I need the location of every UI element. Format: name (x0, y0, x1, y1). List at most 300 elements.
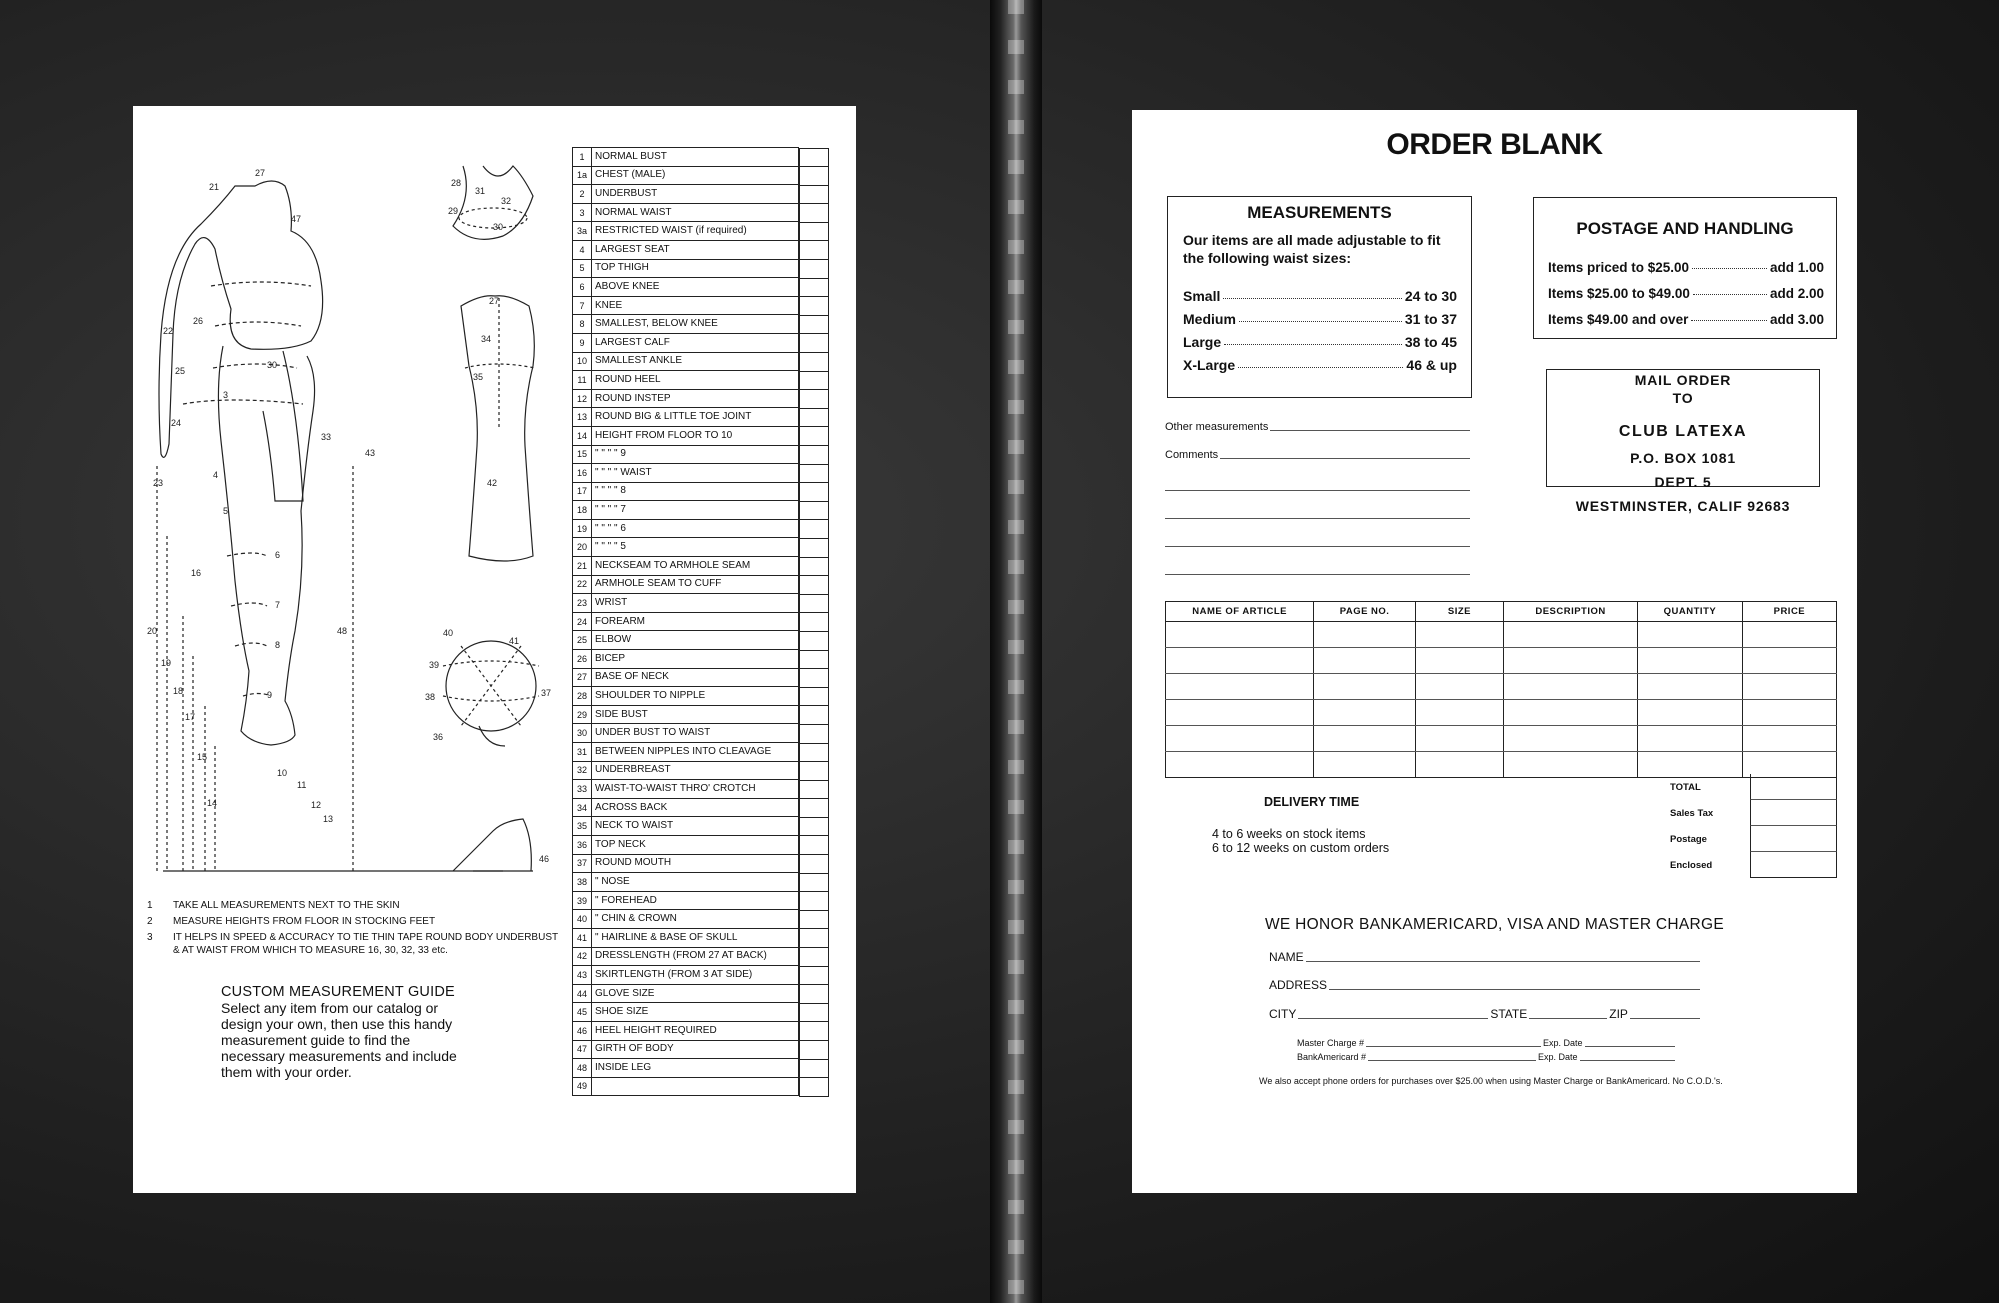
city-state-zip-field[interactable] (1269, 1007, 1702, 1021)
measurement-entry[interactable] (799, 724, 829, 744)
size-row (1183, 281, 1457, 304)
comments-label: Comments (1165, 449, 1219, 461)
measurement-number: 10 (573, 352, 592, 371)
measurement-entry[interactable] (799, 464, 829, 484)
svg-text:6: 6 (275, 550, 281, 560)
measurement-number: 33 (573, 780, 592, 799)
size-row (1183, 304, 1457, 327)
measurement-label: " HAIRLINE & BASE OF SKULL (592, 928, 799, 947)
measurement-row (573, 426, 833, 445)
measurement-entry[interactable] (799, 222, 829, 242)
order-cell[interactable] (1742, 622, 1836, 648)
order-cell[interactable] (1166, 622, 1314, 648)
svg-text:43: 43 (365, 448, 376, 458)
measurement-number: 1a (573, 166, 592, 185)
svg-text:27: 27 (255, 168, 266, 178)
svg-text:30: 30 (493, 222, 504, 232)
measurement-number: 49 (573, 1077, 592, 1096)
total-entry[interactable] (1750, 774, 1837, 800)
postage-label: Items $25.00 to $49.00 (1548, 286, 1690, 301)
svg-text:5: 5 (223, 506, 229, 516)
order-cell[interactable] (1314, 752, 1416, 778)
measurement-label: SKIRTLENGTH (FROM 3 AT SIDE) (592, 966, 799, 985)
measurement-row (573, 724, 833, 743)
size-name: Large (1183, 334, 1222, 350)
measurement-label: FOREARM (592, 612, 799, 631)
svg-text:24: 24 (171, 418, 182, 428)
size-list (1168, 281, 1471, 373)
measurement-number: 11 (573, 371, 592, 390)
measurement-number: 17 (573, 482, 592, 501)
comments-line[interactable] (1165, 518, 1470, 519)
total-row (1660, 800, 1837, 826)
measurement-number: 41 (573, 928, 592, 947)
comments-field[interactable] (1165, 449, 1470, 461)
order-cell[interactable] (1742, 648, 1836, 674)
order-cell[interactable] (1314, 726, 1416, 752)
order-cell[interactable] (1314, 700, 1416, 726)
measurement-entry[interactable] (799, 575, 829, 595)
svg-text:26: 26 (193, 316, 204, 326)
honor-cards-text: WE HONOR BANKAMERICARD, VISA AND MASTER CHARGE (1264, 916, 1725, 933)
measurement-entry[interactable] (799, 743, 829, 763)
address-line1: P.O. BOX 1081 (1630, 450, 1736, 466)
size-range: 24 to 30 (1404, 288, 1457, 304)
measurement-row (573, 408, 833, 427)
order-table (1165, 601, 1837, 778)
measurement-number: 25 (573, 631, 592, 650)
measurement-label: CHEST (MALE) (592, 166, 799, 185)
total-label: Sales Tax (1670, 807, 1714, 819)
svg-text:11: 11 (297, 780, 307, 790)
measurement-label: SMALLEST ANKLE (592, 352, 799, 371)
measurement-entry[interactable] (799, 1003, 829, 1023)
svg-text:23: 23 (153, 478, 164, 488)
master-charge-field[interactable] (1297, 1038, 1677, 1048)
order-cell[interactable] (1415, 674, 1503, 700)
measurement-entry[interactable] (799, 296, 829, 316)
postage-row (1548, 249, 1824, 275)
measurement-label: NECKSEAM TO ARMHOLE SEAM (592, 557, 799, 576)
dress-back-outline (461, 296, 534, 561)
custom-guide-text: Select any item from our catalog or design your own, then use this handy measurement guide to find the necessary measurements and include them with your order. (221, 1000, 457, 1080)
total-entry[interactable] (1750, 852, 1837, 878)
order-column-header: PRICE (1742, 602, 1836, 622)
measurement-label: TOP THIGH (592, 259, 799, 278)
measurement-row (573, 594, 833, 613)
order-cell[interactable] (1742, 726, 1836, 752)
measurement-row (573, 854, 833, 873)
order-blank-title: ORDER BLANK (1386, 128, 1603, 161)
phone-orders-note: We also accept phone orders for purchases over $25.00 when using Master Charge or BankAmericard. No C.O.D.'s. (1259, 1076, 1723, 1086)
total-entry[interactable] (1750, 826, 1837, 852)
bankamericard-field[interactable] (1297, 1052, 1677, 1062)
measurement-label: " " " " 6 (592, 519, 799, 538)
svg-text:48: 48 (337, 626, 348, 636)
measurement-number: 22 (573, 575, 592, 594)
measurement-entry[interactable] (799, 426, 829, 446)
measurement-row (573, 910, 833, 929)
measurement-label: LARGEST CALF (592, 333, 799, 352)
measurement-entry[interactable] (799, 761, 829, 781)
measurement-entry[interactable] (799, 612, 829, 632)
measurement-entry[interactable] (799, 1021, 829, 1041)
postage-label: Items priced to $25.00 (1548, 260, 1690, 275)
measurement-entry[interactable] (799, 538, 829, 558)
svg-text:42: 42 (487, 478, 498, 488)
measurement-entry[interactable] (799, 259, 829, 279)
measurement-entry[interactable] (799, 928, 829, 948)
comments-line[interactable] (1165, 490, 1470, 491)
address-field[interactable] (1269, 978, 1702, 992)
svg-text:15: 15 (197, 752, 208, 762)
order-cell[interactable] (1415, 700, 1503, 726)
measurement-row (573, 333, 833, 352)
measurement-row (573, 557, 833, 576)
measurement-row (573, 1077, 833, 1096)
measurement-number: 32 (573, 761, 592, 780)
measurement-row (573, 519, 833, 538)
measurement-entry[interactable] (799, 278, 829, 298)
measurement-label: SMALLEST, BELOW KNEE (592, 315, 799, 334)
measurement-entry[interactable] (799, 668, 829, 688)
measurement-row (573, 148, 833, 167)
measurement-entry[interactable] (799, 817, 829, 837)
size-range: 46 & up (1406, 357, 1457, 373)
measurement-entry[interactable] (799, 1040, 829, 1060)
measurement-entry[interactable] (799, 891, 829, 911)
measurement-number: 13 (573, 408, 592, 427)
measurement-number: 27 (573, 668, 592, 687)
order-cell[interactable] (1742, 700, 1836, 726)
measurement-number: 12 (573, 389, 592, 408)
measurement-entry[interactable] (799, 203, 829, 223)
shoe-outline (453, 819, 533, 871)
address-line3: WESTMINSTER, CALIF 92683 (1575, 498, 1791, 514)
order-cell[interactable] (1503, 752, 1637, 778)
total-label: TOTAL (1670, 781, 1701, 793)
zip-label: ZIP (1609, 1007, 1628, 1021)
svg-text:18: 18 (173, 686, 184, 696)
measurement-row (573, 445, 833, 464)
measurement-guide-page (133, 106, 856, 1193)
svg-text:17: 17 (185, 712, 196, 722)
measurement-entry[interactable] (799, 371, 829, 391)
measurement-entry[interactable] (799, 501, 829, 521)
svg-text:16: 16 (191, 568, 202, 578)
order-cell[interactable] (1166, 648, 1314, 674)
measurement-row (573, 296, 833, 315)
measurement-number: 37 (573, 854, 592, 873)
measurement-row (573, 464, 833, 483)
measurement-entry[interactable] (799, 352, 829, 372)
measurement-entry[interactable] (799, 1059, 829, 1079)
measurement-row (573, 482, 833, 501)
measurement-entry[interactable] (799, 910, 829, 930)
postage-label: Items $49.00 and over (1548, 312, 1689, 327)
measurement-entry[interactable] (799, 594, 829, 614)
order-cell[interactable] (1415, 648, 1503, 674)
mail-order-box (1546, 369, 1820, 514)
measurements-box (1167, 196, 1472, 398)
note-text: MEASURE HEIGHTS FROM FLOOR IN STOCKING FEET (173, 916, 436, 927)
order-column-header: NAME OF ARTICLE (1166, 602, 1314, 622)
size-name: Small (1183, 288, 1221, 304)
state-label: STATE (1490, 1007, 1528, 1021)
svg-text:31: 31 (475, 186, 486, 196)
measurement-entry[interactable] (799, 687, 829, 707)
total-row (1660, 826, 1837, 852)
address-line2: DEPT. 5 (1654, 474, 1712, 490)
measurement-figures (143, 136, 563, 946)
note-text: IT HELPS IN SPEED & ACCURACY TO TIE THIN TAPE ROUND BODY UNDERBUST & AT WAIST FROM WHICH TO MEASURE 16, 30, 32, 33 etc. (173, 932, 558, 956)
total-row (1660, 852, 1837, 878)
measurement-row (573, 947, 833, 966)
measurement-number: 29 (573, 705, 592, 724)
order-cell[interactable] (1503, 674, 1637, 700)
measurement-label: ROUND BIG & LITTLE TOE JOINT (592, 408, 799, 427)
measurement-row (573, 575, 833, 594)
order-cell[interactable] (1638, 700, 1743, 726)
order-cell[interactable] (1742, 674, 1836, 700)
svg-text:35: 35 (473, 372, 484, 382)
comments-line[interactable] (1165, 574, 1470, 575)
measurement-row (573, 687, 833, 706)
measurement-label: WAIST-TO-WAIST THRO' CROTCH (592, 780, 799, 799)
mail-order-line1: MAIL ORDER (1634, 372, 1732, 388)
order-row (1166, 648, 1837, 674)
measurement-row (573, 278, 833, 297)
order-cell[interactable] (1638, 726, 1743, 752)
measurement-number: 40 (573, 910, 592, 929)
measurement-row (573, 240, 833, 259)
measurement-row (573, 501, 833, 520)
order-row (1166, 622, 1837, 648)
measurement-label: GLOVE SIZE (592, 984, 799, 1003)
measurement-entry[interactable] (799, 854, 829, 874)
measurement-label: NORMAL WAIST (592, 203, 799, 222)
binding-rings (1008, 0, 1024, 1303)
order-cell[interactable] (1415, 622, 1503, 648)
measurement-number: 47 (573, 1040, 592, 1059)
order-cell[interactable] (1415, 752, 1503, 778)
order-cell[interactable] (1166, 674, 1314, 700)
order-row (1166, 726, 1837, 752)
measurement-row (573, 1003, 833, 1022)
measurement-row (573, 835, 833, 854)
measurement-entry[interactable] (799, 148, 829, 168)
measurement-number: 30 (573, 724, 592, 743)
svg-text:10: 10 (277, 768, 288, 778)
measurement-label: BICEP (592, 650, 799, 669)
postage-amount: add 1.00 (1769, 260, 1824, 275)
order-cell[interactable] (1503, 700, 1637, 726)
order-cell[interactable] (1314, 622, 1416, 648)
measurement-number: 23 (573, 594, 592, 613)
measurement-number: 5 (573, 259, 592, 278)
measurement-number: 21 (573, 557, 592, 576)
size-range: 38 to 45 (1404, 334, 1457, 350)
name-field[interactable] (1269, 950, 1702, 964)
measurement-label: KNEE (592, 296, 799, 315)
total-entry[interactable] (1750, 800, 1837, 826)
measurement-entry[interactable] (799, 798, 829, 818)
total-label: Postage (1670, 833, 1707, 845)
mail-order-line2: TO (1672, 390, 1694, 406)
svg-text:40: 40 (443, 628, 454, 638)
order-cell[interactable] (1503, 622, 1637, 648)
measurement-entry[interactable] (799, 873, 829, 893)
other-measurements-field[interactable] (1165, 421, 1470, 433)
measurement-entry[interactable] (799, 519, 829, 539)
svg-text:3: 3 (223, 390, 229, 400)
measurement-label: " FOREHEAD (592, 891, 799, 910)
measurement-number: 19 (573, 519, 592, 538)
order-cell[interactable] (1638, 674, 1743, 700)
measurement-entry[interactable] (799, 333, 829, 353)
measurement-label: NECK TO WAIST (592, 817, 799, 836)
measurement-entry[interactable] (799, 705, 829, 725)
measurement-row (573, 166, 833, 185)
measurement-entry[interactable] (799, 780, 829, 800)
measurement-label: ARMHOLE SEAM TO CUFF (592, 575, 799, 594)
measurement-table (572, 147, 833, 1096)
measurement-label: ELBOW (592, 631, 799, 650)
measurement-number: 18 (573, 501, 592, 520)
measurement-entry[interactable] (799, 835, 829, 855)
address-label: ADDRESS (1269, 978, 1328, 992)
order-cell[interactable] (1166, 726, 1314, 752)
measurement-entry[interactable] (799, 650, 829, 670)
comments-line[interactable] (1165, 546, 1470, 547)
svg-text:37: 37 (541, 688, 552, 698)
measurement-label: UNDER BUST TO WAIST (592, 724, 799, 743)
order-cell[interactable] (1415, 726, 1503, 752)
measurement-label: WRIST (592, 594, 799, 613)
measurement-entry[interactable] (799, 966, 829, 986)
measurement-label: ABOVE KNEE (592, 278, 799, 297)
measurement-row (573, 185, 833, 204)
measurements-intro: Our items are all made adjustable to fit the following waist sizes: (1183, 232, 1441, 266)
measurement-row (573, 371, 833, 390)
size-name: X-Large (1183, 357, 1236, 373)
measurement-number: 44 (573, 984, 592, 1003)
order-column-header: PAGE NO. (1314, 602, 1416, 622)
custom-guide (221, 984, 461, 1080)
measurement-row (573, 743, 833, 762)
city-label: CITY (1269, 1007, 1297, 1021)
order-cell[interactable] (1638, 622, 1743, 648)
measurement-entry[interactable] (799, 631, 829, 651)
svg-text:7: 7 (275, 600, 281, 610)
measurement-label: HEIGHT FROM FLOOR TO 10 (592, 426, 799, 445)
order-cell[interactable] (1638, 648, 1743, 674)
measurement-row (573, 352, 833, 371)
svg-text:20: 20 (147, 626, 158, 636)
measurement-number: 36 (573, 835, 592, 854)
master-charge-label: Master Charge # (1297, 1038, 1365, 1048)
postage-amount: add 2.00 (1769, 286, 1824, 301)
svg-text:47: 47 (291, 214, 302, 224)
measurement-number: 26 (573, 650, 592, 669)
measurements-heading: MEASUREMENTS (1247, 203, 1392, 222)
svg-text:46: 46 (539, 854, 550, 864)
legs-outline (218, 346, 314, 745)
measurement-number: 46 (573, 1021, 592, 1040)
measurement-entry[interactable] (799, 1077, 829, 1097)
order-column-header: SIZE (1415, 602, 1503, 622)
measurement-label: " " " " WAIST (592, 464, 799, 483)
company-name: CLUB LATEXA (1618, 423, 1748, 440)
measurement-number: 48 (573, 1059, 592, 1078)
order-cell[interactable] (1314, 648, 1416, 674)
measurement-entry[interactable] (799, 984, 829, 1004)
postage-heading: POSTAGE AND HANDLING (1576, 219, 1794, 238)
measurement-number: 7 (573, 296, 592, 315)
note-item (147, 915, 567, 928)
size-row (1183, 327, 1457, 350)
order-cell[interactable] (1166, 752, 1314, 778)
order-column-header: QUANTITY (1638, 602, 1743, 622)
measurement-entry[interactable] (799, 408, 829, 428)
measurement-entry[interactable] (799, 482, 829, 502)
measurement-number: 16 (573, 464, 592, 483)
measurement-entry[interactable] (799, 947, 829, 967)
exp-date-label: Exp. Date (1543, 1038, 1583, 1048)
postage-row (1548, 275, 1824, 301)
measurement-notes (147, 899, 567, 960)
measurement-number: 39 (573, 891, 592, 910)
measurement-number: 3a (573, 222, 592, 241)
order-cell[interactable] (1314, 674, 1416, 700)
measurement-label: BASE OF NECK (592, 668, 799, 687)
order-cell[interactable] (1166, 700, 1314, 726)
postage-row (1548, 301, 1824, 327)
measurement-label: BETWEEN NIPPLES INTO CLEAVAGE (592, 743, 799, 762)
measurement-row (573, 203, 833, 222)
measurement-row (573, 817, 833, 836)
measurement-row (573, 891, 833, 910)
order-row (1166, 700, 1837, 726)
bankamericard-label: BankAmericard # (1297, 1052, 1367, 1062)
measurement-entry[interactable] (799, 315, 829, 335)
note-number: 3 (147, 932, 153, 943)
measurement-entry[interactable] (799, 445, 829, 465)
measurement-label: ROUND MOUTH (592, 854, 799, 873)
note-number: 1 (147, 900, 153, 911)
measurement-entry[interactable] (799, 557, 829, 577)
measurement-label: " " " " 9 (592, 445, 799, 464)
measurement-entry[interactable] (799, 389, 829, 409)
measurement-label: NORMAL BUST (592, 148, 799, 167)
measurement-label: SIDE BUST (592, 705, 799, 724)
custom-guide-title: CUSTOM MEASUREMENT GUIDE (221, 984, 455, 1000)
measurement-label (592, 1077, 799, 1096)
svg-text:34: 34 (481, 334, 492, 344)
measurement-entry[interactable] (799, 185, 829, 205)
svg-text:25: 25 (175, 366, 186, 376)
measurement-number: 35 (573, 817, 592, 836)
order-cell[interactable] (1503, 648, 1637, 674)
measurement-entry[interactable] (799, 240, 829, 260)
measurement-row (573, 668, 833, 687)
totals-box (1660, 774, 1837, 878)
exp-date-label: Exp. Date (1538, 1052, 1578, 1062)
order-cell[interactable] (1503, 726, 1637, 752)
measurement-entry[interactable] (799, 166, 829, 186)
measurement-number: 15 (573, 445, 592, 464)
measurement-row (573, 761, 833, 780)
